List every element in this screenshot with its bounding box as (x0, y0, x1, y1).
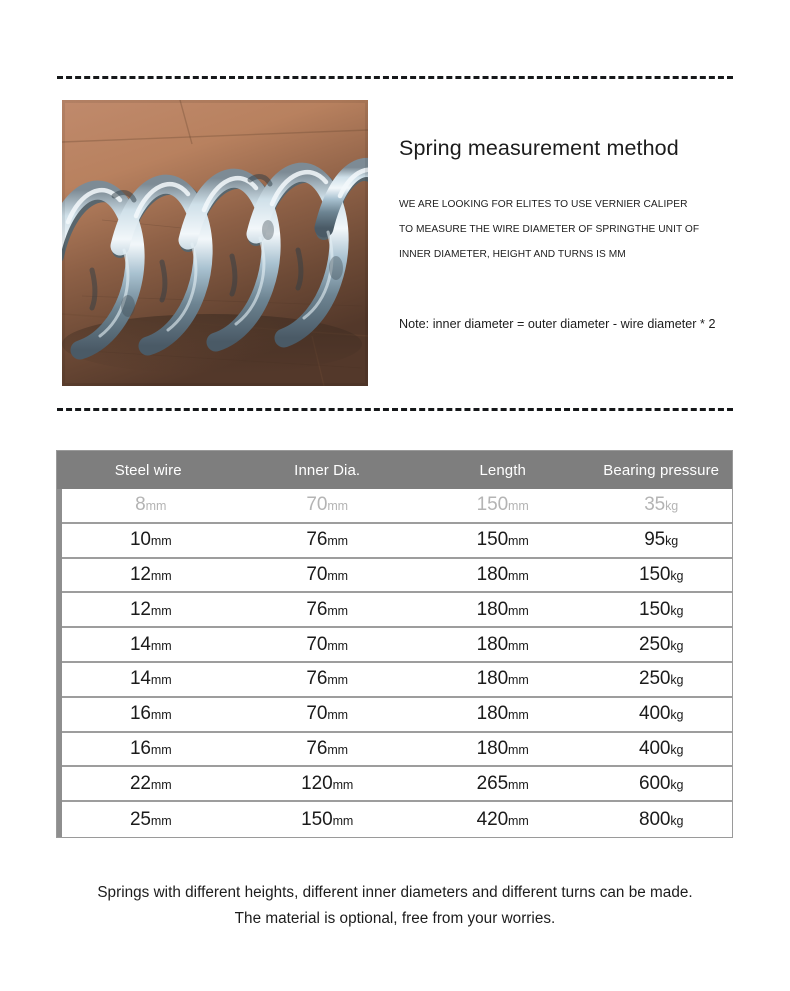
cell-pressure: 400kg (638, 703, 684, 725)
cell-length: 150mm (476, 494, 529, 516)
cell-pressure: 250kg (638, 633, 684, 655)
dashed-divider-middle (57, 408, 733, 411)
cell-pressure: 400kg (638, 737, 684, 759)
footer-caption-line-2: The material is optional, free from your worries. (234, 910, 556, 927)
cell-inner-dia: 76mm (306, 529, 348, 551)
spring-photo-illustration (62, 100, 368, 386)
footer-caption (0, 880, 790, 932)
table-row (62, 593, 732, 628)
intro-body-line-2: TO MEASURE THE WIRE DIAMETER OF SPRINGTHE UNIT OF (399, 223, 700, 235)
dashed-divider-top (57, 76, 733, 79)
cell-length: 180mm (476, 737, 529, 759)
cell-length: 265mm (476, 772, 529, 794)
table-row (62, 559, 732, 594)
table-row (62, 733, 732, 768)
cell-steel-wire: 22mm (129, 772, 172, 794)
table-row (62, 802, 732, 837)
cell-steel-wire: 16mm (129, 703, 172, 725)
table-row (62, 767, 732, 802)
cell-steel-wire: 12mm (129, 598, 172, 620)
formula-note: Note: inner diameter = outer diameter - wire diameter * 2 (399, 316, 716, 331)
cell-length: 180mm (476, 633, 529, 655)
cell-pressure: 600kg (638, 772, 684, 794)
cell-inner-dia: 150mm (301, 808, 354, 830)
cell-length: 180mm (476, 703, 529, 725)
intro-body-line-3: INNER DIAMETER, HEIGHT AND TURNS IS MM (399, 248, 626, 260)
column-header-steel-wire: Steel wire (114, 461, 182, 479)
cell-steel-wire: 16mm (129, 737, 172, 759)
column-header-inner-dia: Inner Dia. (294, 461, 361, 479)
column-header-bearing-pressure: Bearing pressure (603, 461, 720, 479)
cell-inner-dia: 120mm (301, 772, 354, 794)
intro-body (399, 192, 759, 267)
cell-pressure: 150kg (638, 598, 684, 620)
table-row (62, 524, 732, 559)
column-header-length: Length (479, 461, 526, 479)
cell-steel-wire: 8mm (135, 494, 167, 516)
spring-photo (62, 100, 368, 386)
cell-inner-dia: 70mm (306, 633, 348, 655)
cell-inner-dia: 76mm (306, 737, 348, 759)
table-row (62, 698, 732, 733)
spec-table (56, 450, 733, 838)
cell-pressure: 800kg (638, 808, 684, 830)
cell-steel-wire: 25mm (129, 808, 172, 830)
cell-inner-dia: 70mm (306, 563, 348, 585)
cell-length: 150mm (476, 529, 529, 551)
cell-inner-dia: 70mm (306, 494, 348, 516)
cell-inner-dia: 76mm (306, 598, 348, 620)
cell-length: 180mm (476, 668, 529, 690)
cell-pressure: 150kg (638, 563, 684, 585)
cell-length: 180mm (476, 563, 529, 585)
intro-section (0, 100, 790, 390)
intro-text-column (399, 100, 759, 331)
cell-pressure: 95kg (644, 529, 679, 551)
cell-inner-dia: 76mm (306, 668, 348, 690)
intro-body-line-1: WE ARE LOOKING FOR ELITES TO USE VERNIER CALIPER (399, 198, 688, 210)
table-body (57, 489, 732, 837)
cell-steel-wire: 10mm (129, 529, 172, 551)
table-row (62, 663, 732, 698)
cell-steel-wire: 12mm (129, 563, 172, 585)
footer-caption-line-1: Springs with different heights, different inner diameters and different turns can be made. (97, 884, 693, 901)
cell-pressure: 35kg (644, 494, 679, 516)
cell-pressure: 250kg (638, 668, 684, 690)
spring-photo-image (62, 100, 368, 386)
cell-inner-dia: 70mm (306, 703, 348, 725)
cell-length: 180mm (476, 598, 529, 620)
table-row (62, 628, 732, 663)
cell-steel-wire: 14mm (129, 633, 172, 655)
cell-steel-wire: 14mm (129, 668, 172, 690)
page-title: Spring measurement method (399, 136, 679, 160)
cell-length: 420mm (476, 808, 529, 830)
table-header-row (57, 451, 732, 489)
table-row (62, 489, 732, 524)
